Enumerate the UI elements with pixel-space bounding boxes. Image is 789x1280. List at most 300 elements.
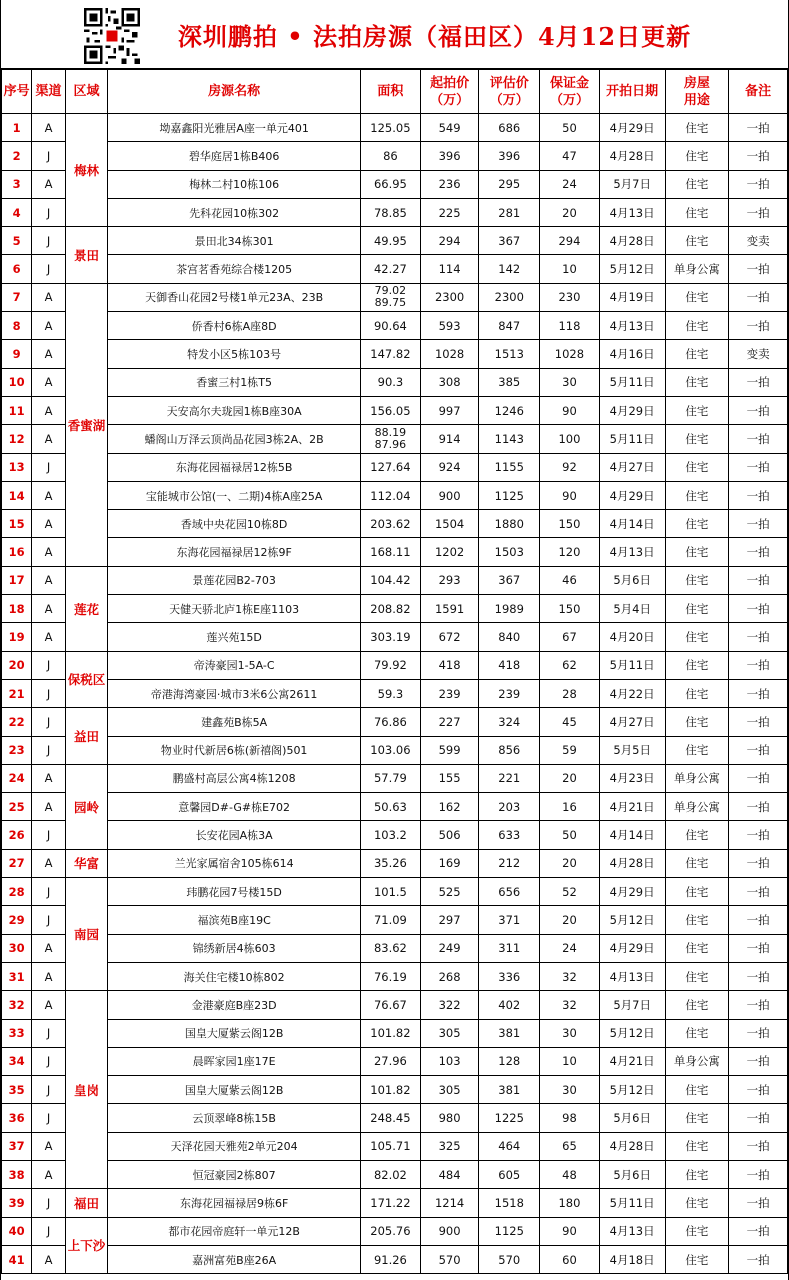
row-number: 19: [2, 623, 32, 651]
property-name: 东海花园福禄居12栋5B: [108, 453, 361, 481]
property-name: 宝能城市公馆(一、二期)4栋A座25A: [108, 481, 361, 509]
row-number: 3: [2, 170, 32, 198]
auction-date-cell: 4月13日: [599, 198, 665, 226]
deposit-cell: 294: [540, 227, 600, 255]
listing-table: [1, 69, 788, 1274]
property-name: 云顶翠峰8栋15B: [108, 1104, 361, 1132]
eval-price-cell: 311: [479, 934, 540, 962]
area-cell: 76.86: [361, 708, 421, 736]
auction-date-cell: 4月29日: [599, 396, 665, 424]
row-number: 34: [2, 1047, 32, 1075]
table-row: [2, 1104, 788, 1132]
usage-cell: 住宅: [665, 396, 729, 424]
table-row: [2, 566, 788, 594]
row-number: 17: [2, 566, 32, 594]
area-cell: 168.11: [361, 538, 421, 566]
usage-cell: 住宅: [665, 595, 729, 623]
row-number: 30: [2, 934, 32, 962]
eval-price-cell: 336: [479, 962, 540, 990]
start-price-cell: 162: [420, 793, 479, 821]
area-cell: 90.64: [361, 312, 421, 340]
usage-cell: 住宅: [665, 1132, 729, 1160]
property-name: 特发小区5栋103号: [108, 340, 361, 368]
property-name: 莲兴苑15D: [108, 623, 361, 651]
auction-date-cell: 4月28日: [599, 142, 665, 170]
property-name: 嘉洲富苑B座26A: [108, 1245, 361, 1273]
note-cell: 一拍: [729, 849, 788, 877]
note-cell: 一拍: [729, 821, 788, 849]
row-number: 22: [2, 708, 32, 736]
table-row: [2, 227, 788, 255]
auction-date-cell: 4月23日: [599, 764, 665, 792]
auction-date-cell: 5月11日: [599, 1189, 665, 1217]
channel-cell: J: [32, 1076, 65, 1104]
property-name: 天健天骄北庐1栋E座1103: [108, 595, 361, 623]
auction-date-cell: 5月12日: [599, 255, 665, 283]
channel-cell: J: [32, 679, 65, 707]
auction-date-cell: 4月13日: [599, 1217, 665, 1245]
eval-price-cell: 324: [479, 708, 540, 736]
deposit-cell: 45: [540, 708, 600, 736]
table-row: [2, 198, 788, 226]
eval-price-cell: 1989: [479, 595, 540, 623]
eval-price-cell: 239: [479, 679, 540, 707]
qr-code-icon: [84, 8, 140, 64]
note-cell: 一拍: [729, 142, 788, 170]
start-price-cell: 239: [420, 679, 479, 707]
start-price-cell: 1214: [420, 1189, 479, 1217]
start-price-cell: 418: [420, 651, 479, 679]
start-price-cell: 525: [420, 878, 479, 906]
usage-cell: 单身公寓: [665, 255, 729, 283]
eval-price-cell: 295: [479, 170, 540, 198]
note-cell: 一拍: [729, 764, 788, 792]
area-cell: 205.76: [361, 1217, 421, 1245]
note-cell: 一拍: [729, 1104, 788, 1132]
eval-price-cell: 686: [479, 114, 540, 142]
note-cell: 一拍: [729, 623, 788, 651]
note-cell: 一拍: [729, 510, 788, 538]
row-number: 35: [2, 1076, 32, 1104]
start-price-cell: 506: [420, 821, 479, 849]
note-cell: 一拍: [729, 1189, 788, 1217]
row-number: 41: [2, 1245, 32, 1273]
area-value: 87.96: [374, 437, 407, 451]
start-price-cell: 570: [420, 1245, 479, 1273]
usage-cell: 住宅: [665, 736, 729, 764]
channel-cell: A: [32, 566, 65, 594]
col-header-date: 开拍日期: [599, 70, 665, 114]
col-header-name: 房源名称: [108, 70, 361, 114]
deposit-cell: 150: [540, 510, 600, 538]
deposit-cell: 180: [540, 1189, 600, 1217]
area-cell: 76.19: [361, 962, 421, 990]
channel-cell: J: [32, 198, 65, 226]
channel-cell: J: [32, 736, 65, 764]
channel-cell: A: [32, 114, 65, 142]
note-cell: 一拍: [729, 679, 788, 707]
area-cell: [361, 283, 421, 311]
auction-date-cell: 5月6日: [599, 1160, 665, 1188]
start-price-cell: 268: [420, 962, 479, 990]
auction-date-cell: 4月29日: [599, 934, 665, 962]
row-number: 16: [2, 538, 32, 566]
table-row: [2, 679, 788, 707]
usage-cell: 单身公寓: [665, 1047, 729, 1075]
area-cell: 49.95: [361, 227, 421, 255]
eval-price-cell: 840: [479, 623, 540, 651]
area-cell: 86: [361, 142, 421, 170]
auction-date-cell: 5月12日: [599, 1076, 665, 1104]
area-value: 88.19: [374, 425, 407, 439]
table-row: [2, 170, 788, 198]
property-name: 都市花园帝庭轩一单元12B: [108, 1217, 361, 1245]
usage-cell: 住宅: [665, 198, 729, 226]
channel-cell: J: [32, 906, 65, 934]
auction-date-cell: 4月21日: [599, 1047, 665, 1075]
area-cell: 171.22: [361, 1189, 421, 1217]
usage-cell: 住宅: [665, 934, 729, 962]
row-number: 13: [2, 453, 32, 481]
eval-price-cell: 381: [479, 1076, 540, 1104]
usage-cell: 住宅: [665, 623, 729, 651]
channel-cell: J: [32, 453, 65, 481]
auction-date-cell: 4月29日: [599, 481, 665, 509]
col-header-area: 面积: [361, 70, 421, 114]
deposit-cell: 50: [540, 821, 600, 849]
row-number: 40: [2, 1217, 32, 1245]
row-number: 25: [2, 793, 32, 821]
property-name: 蟠阁山万泽云顶尚品花园3栋2A、2B: [108, 425, 361, 453]
table-row: [2, 1160, 788, 1188]
table-row: [2, 1047, 788, 1075]
note-cell: 一拍: [729, 312, 788, 340]
start-price-cell: 396: [420, 142, 479, 170]
auction-date-cell: 4月28日: [599, 849, 665, 877]
usage-cell: 住宅: [665, 1019, 729, 1047]
property-name: 长安花园A栋3A: [108, 821, 361, 849]
property-name: 物业时代新居6栋(新禧阁)501: [108, 736, 361, 764]
channel-cell: A: [32, 481, 65, 509]
usage-cell: 住宅: [665, 679, 729, 707]
eval-price-cell: 203: [479, 793, 540, 821]
deposit-cell: 60: [540, 1245, 600, 1273]
auction-date-cell: 4月14日: [599, 821, 665, 849]
start-price-cell: 114: [420, 255, 479, 283]
property-name: 建鑫苑B栋5A: [108, 708, 361, 736]
table-row: [2, 1019, 788, 1047]
channel-cell: A: [32, 793, 65, 821]
table-row: [2, 736, 788, 764]
deposit-cell: 20: [540, 764, 600, 792]
area-cell: 156.05: [361, 396, 421, 424]
usage-cell: 住宅: [665, 1245, 729, 1273]
start-price-cell: 155: [420, 764, 479, 792]
eval-price-cell: 1125: [479, 481, 540, 509]
auction-date-cell: 4月13日: [599, 962, 665, 990]
row-number: 9: [2, 340, 32, 368]
area-cell: 105.71: [361, 1132, 421, 1160]
channel-cell: A: [32, 764, 65, 792]
row-number: 23: [2, 736, 32, 764]
usage-cell: 住宅: [665, 1160, 729, 1188]
eval-price-cell: 1225: [479, 1104, 540, 1132]
auction-date-cell: 5月5日: [599, 736, 665, 764]
start-price-cell: 1591: [420, 595, 479, 623]
col-header-note: 备注: [729, 70, 788, 114]
property-name: 国皇大厦紫云阁12B: [108, 1076, 361, 1104]
area-cell: 71.09: [361, 906, 421, 934]
eval-price-cell: 367: [479, 566, 540, 594]
deposit-cell: 90: [540, 396, 600, 424]
area-cell: 91.26: [361, 1245, 421, 1273]
deposit-cell: 48: [540, 1160, 600, 1188]
start-price-cell: 2300: [420, 283, 479, 311]
property-name: 鹏盛村高层公寓4栋1208: [108, 764, 361, 792]
start-price-cell: 297: [420, 906, 479, 934]
eval-price-cell: 1155: [479, 453, 540, 481]
note-cell: 一拍: [729, 255, 788, 283]
property-name: 碧华庭居1栋B406: [108, 142, 361, 170]
note-cell: 一拍: [729, 566, 788, 594]
usage-cell: 住宅: [665, 878, 729, 906]
channel-cell: J: [32, 1047, 65, 1075]
start-price-cell: 293: [420, 566, 479, 594]
area-cell: 83.62: [361, 934, 421, 962]
table-row: [2, 142, 788, 170]
row-number: 5: [2, 227, 32, 255]
channel-cell: J: [32, 227, 65, 255]
row-number: 37: [2, 1132, 32, 1160]
row-number: 26: [2, 821, 32, 849]
deposit-cell: 90: [540, 1217, 600, 1245]
eval-price-cell: 128: [479, 1047, 540, 1075]
table-row: [2, 1189, 788, 1217]
area-cell: 103.2: [361, 821, 421, 849]
auction-date-cell: 4月13日: [599, 538, 665, 566]
deposit-cell: 1028: [540, 340, 600, 368]
start-price-cell: 322: [420, 991, 479, 1019]
channel-cell: J: [32, 1104, 65, 1132]
row-number: 1: [2, 114, 32, 142]
eval-price-cell: 142: [479, 255, 540, 283]
row-number: 39: [2, 1189, 32, 1217]
row-number: 21: [2, 679, 32, 707]
property-name: 坳嘉鑫阳光雅居A座一单元401: [108, 114, 361, 142]
usage-cell: 住宅: [665, 566, 729, 594]
usage-cell: 住宅: [665, 170, 729, 198]
property-name: 金港豪庭B座23D: [108, 991, 361, 1019]
property-name: 意馨园D#-G#栋E702: [108, 793, 361, 821]
table-row: [2, 991, 788, 1019]
row-number: 29: [2, 906, 32, 934]
row-number: 36: [2, 1104, 32, 1132]
row-number: 15: [2, 510, 32, 538]
region-cell: 莲花: [65, 566, 107, 651]
usage-cell: 住宅: [665, 227, 729, 255]
property-name: 景田北34栋301: [108, 227, 361, 255]
table-row: [2, 481, 788, 509]
property-name: 天安高尔夫珑园1栋B座30A: [108, 396, 361, 424]
start-price-cell: 1028: [420, 340, 479, 368]
start-price-cell: 1504: [420, 510, 479, 538]
channel-cell: A: [32, 312, 65, 340]
note-cell: 一拍: [729, 708, 788, 736]
eval-price-cell: 1143: [479, 425, 540, 453]
channel-cell: J: [32, 1189, 65, 1217]
area-cell: 82.02: [361, 1160, 421, 1188]
note-cell: 一拍: [729, 878, 788, 906]
deposit-cell: 30: [540, 1076, 600, 1104]
auction-date-cell: 5月11日: [599, 425, 665, 453]
usage-cell: 住宅: [665, 906, 729, 934]
note-cell: 一拍: [729, 1076, 788, 1104]
area-cell: [361, 425, 421, 453]
auction-date-cell: 4月21日: [599, 793, 665, 821]
auction-date-cell: 5月4日: [599, 595, 665, 623]
auction-date-cell: 4月20日: [599, 623, 665, 651]
row-number: 31: [2, 962, 32, 990]
channel-cell: A: [32, 991, 65, 1019]
table-row: [2, 878, 788, 906]
start-price-cell: 900: [420, 1217, 479, 1245]
note-cell: 一拍: [729, 425, 788, 453]
col-header-usage: 房屋 用途: [665, 70, 729, 114]
area-cell: 147.82: [361, 340, 421, 368]
table-row: [2, 821, 788, 849]
col-header-channel: 渠道: [32, 70, 65, 114]
row-number: 24: [2, 764, 32, 792]
note-cell: 变卖: [729, 340, 788, 368]
area-cell: 127.64: [361, 453, 421, 481]
channel-cell: A: [32, 595, 65, 623]
eval-price-cell: 221: [479, 764, 540, 792]
region-cell: 香蜜湖: [65, 283, 107, 566]
table-row: [2, 312, 788, 340]
eval-price-cell: 281: [479, 198, 540, 226]
eval-price-cell: 656: [479, 878, 540, 906]
eval-price-cell: 633: [479, 821, 540, 849]
area-cell: 103.06: [361, 736, 421, 764]
start-price-cell: 294: [420, 227, 479, 255]
auction-date-cell: 4月28日: [599, 227, 665, 255]
usage-cell: 住宅: [665, 283, 729, 311]
col-header-deposit: 保证金 （万）: [540, 70, 600, 114]
table-row: [2, 651, 788, 679]
table-row: [2, 283, 788, 311]
usage-cell: 单身公寓: [665, 793, 729, 821]
channel-cell: A: [32, 396, 65, 424]
deposit-cell: 90: [540, 481, 600, 509]
auction-date-cell: 4月28日: [599, 1132, 665, 1160]
start-price-cell: 484: [420, 1160, 479, 1188]
note-cell: 变卖: [729, 227, 788, 255]
usage-cell: 住宅: [665, 481, 729, 509]
property-name: 梅林二村10栋106: [108, 170, 361, 198]
usage-cell: 住宅: [665, 453, 729, 481]
channel-cell: A: [32, 962, 65, 990]
note-cell: 一拍: [729, 1160, 788, 1188]
deposit-cell: 10: [540, 255, 600, 283]
row-number: 27: [2, 849, 32, 877]
region-cell: 梅林: [65, 114, 107, 227]
eval-price-cell: 371: [479, 906, 540, 934]
area-cell: 101.82: [361, 1076, 421, 1104]
channel-cell: J: [32, 1019, 65, 1047]
start-price-cell: 225: [420, 198, 479, 226]
row-number: 14: [2, 481, 32, 509]
start-price-cell: 169: [420, 849, 479, 877]
channel-cell: A: [32, 934, 65, 962]
table-row: [2, 114, 788, 142]
auction-date-cell: 5月7日: [599, 991, 665, 1019]
usage-cell: 住宅: [665, 114, 729, 142]
deposit-cell: 30: [540, 1019, 600, 1047]
row-number: 2: [2, 142, 32, 170]
property-name: 香域中央花园10栋8D: [108, 510, 361, 538]
header: [1, 0, 788, 69]
eval-price-cell: 1503: [479, 538, 540, 566]
row-number: 12: [2, 425, 32, 453]
usage-cell: 住宅: [665, 1076, 729, 1104]
deposit-cell: 16: [540, 793, 600, 821]
usage-cell: 住宅: [665, 1189, 729, 1217]
area-cell: 208.82: [361, 595, 421, 623]
auction-date-cell: 5月6日: [599, 566, 665, 594]
auction-date-cell: 4月27日: [599, 453, 665, 481]
table-row: [2, 538, 788, 566]
table-row: [2, 623, 788, 651]
auction-date-cell: 4月19日: [599, 283, 665, 311]
property-name: 兰光家属宿舍105栋614: [108, 849, 361, 877]
area-cell: 66.95: [361, 170, 421, 198]
area-value: 89.75: [374, 296, 407, 310]
row-number: 20: [2, 651, 32, 679]
channel-cell: J: [32, 1217, 65, 1245]
eval-price-cell: 464: [479, 1132, 540, 1160]
channel-cell: J: [32, 255, 65, 283]
property-name: 先科花园10栋302: [108, 198, 361, 226]
table-row: [2, 453, 788, 481]
table-row: [2, 708, 788, 736]
property-name: 侨香村6栋A座8D: [108, 312, 361, 340]
region-cell: 保税区: [65, 651, 107, 708]
area-cell: 101.5: [361, 878, 421, 906]
usage-cell: 住宅: [665, 368, 729, 396]
property-name: 福滨苑B座19C: [108, 906, 361, 934]
deposit-cell: 118: [540, 312, 600, 340]
note-cell: 一拍: [729, 962, 788, 990]
start-price-cell: 227: [420, 708, 479, 736]
auction-date-cell: 5月11日: [599, 368, 665, 396]
area-cell: 303.19: [361, 623, 421, 651]
area-cell: 27.96: [361, 1047, 421, 1075]
usage-cell: 住宅: [665, 538, 729, 566]
note-cell: 一拍: [729, 1132, 788, 1160]
col-header-start-price: 起拍价 （万）: [420, 70, 479, 114]
deposit-cell: 92: [540, 453, 600, 481]
start-price-cell: 593: [420, 312, 479, 340]
start-price-cell: 308: [420, 368, 479, 396]
row-number: 4: [2, 198, 32, 226]
area-cell: 57.79: [361, 764, 421, 792]
area-cell: 112.04: [361, 481, 421, 509]
usage-cell: 单身公寓: [665, 764, 729, 792]
auction-date-cell: 4月14日: [599, 510, 665, 538]
region-cell: 福田: [65, 1189, 107, 1217]
usage-cell: 住宅: [665, 1104, 729, 1132]
eval-price-cell: 367: [479, 227, 540, 255]
